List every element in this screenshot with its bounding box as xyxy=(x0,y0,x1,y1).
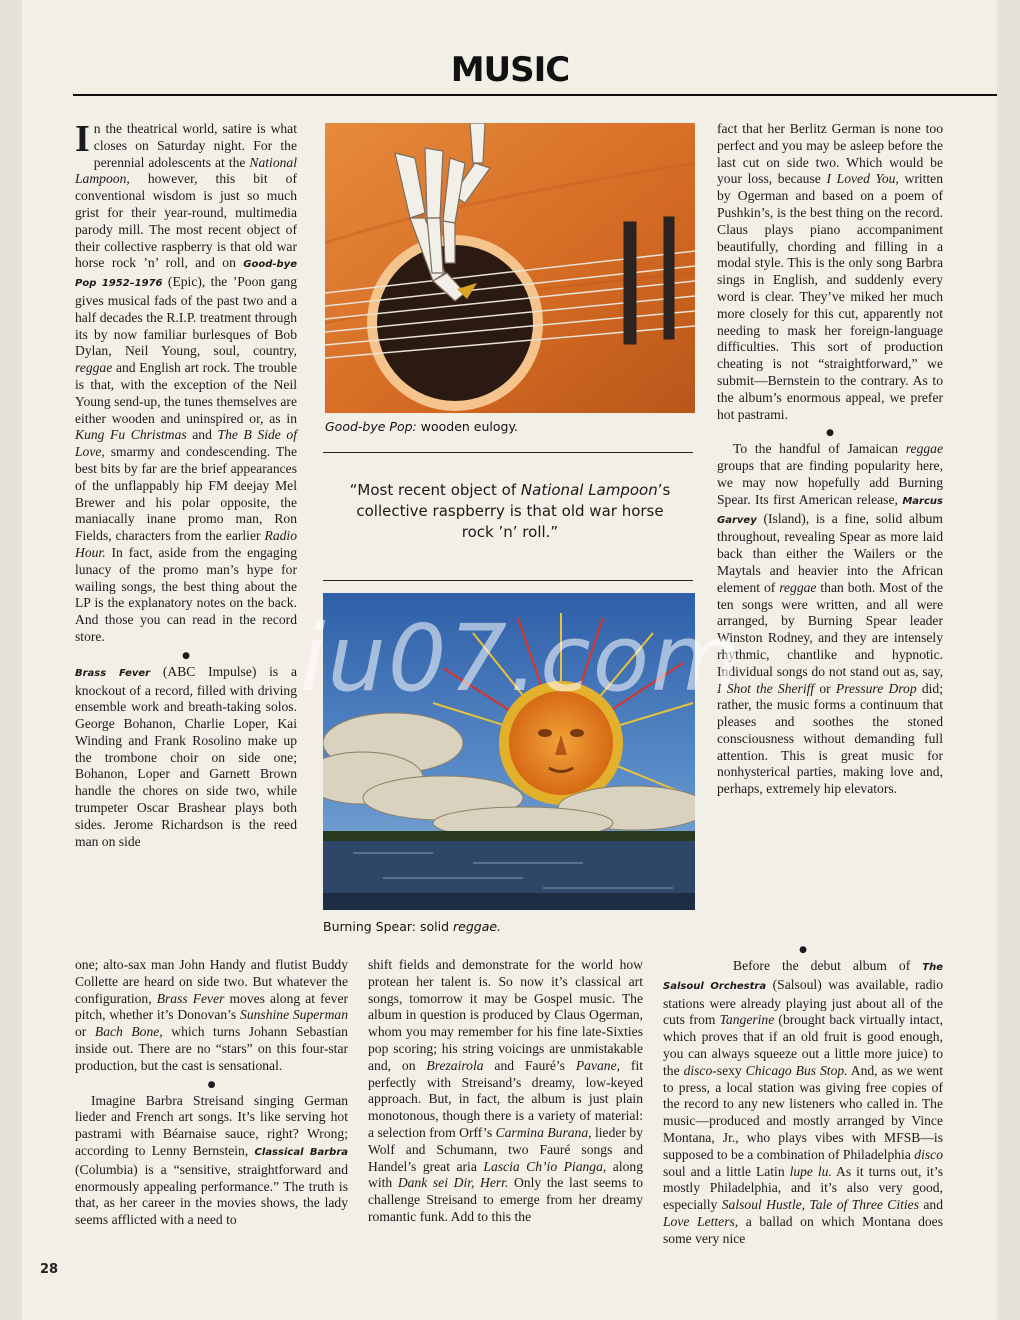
text: n the theatrical world, satire is what closes on Saturday night. For the perennial adolescents at the xyxy=(93,121,297,170)
text: Brass Fever xyxy=(156,990,225,1006)
text: soul and a little Latin xyxy=(663,1163,790,1179)
page-number: 28 xyxy=(40,1262,59,1277)
pullquote-rule-bottom xyxy=(323,580,693,581)
text: however, this bit of conventional wisdom is just so much grist for their year-round, multimedia parody mill. The most recent object of their collective raspberry is that old war horse rock ’n’ roll, and on xyxy=(75,171,297,271)
photo-caption-1 xyxy=(325,419,518,434)
text: reggae xyxy=(779,579,817,595)
text: “Most recent object of xyxy=(349,481,521,499)
text: Brezairola xyxy=(426,1057,484,1073)
column-1 xyxy=(75,118,297,850)
review-paragraph-3 xyxy=(75,1093,348,1229)
text: or xyxy=(814,680,836,696)
text: To the handful of Jamaican xyxy=(733,441,906,457)
text: Kung Fu Christmas xyxy=(75,427,187,443)
text: Chicago Bus Stop. xyxy=(745,1062,848,1078)
text: Only the last seems to challenge Streisand to emerge from her dreamy romantic funk. Add to this the xyxy=(368,1175,643,1224)
text: National Lampoon, xyxy=(75,154,297,187)
watermark: iu07.com xyxy=(300,605,743,712)
text: and xyxy=(918,1197,943,1213)
text: or xyxy=(75,1024,95,1040)
pullquote-rule-top xyxy=(323,452,693,453)
pull-quote xyxy=(340,480,680,543)
text: Salsoul Hustle, Tale of Three Cities xyxy=(721,1197,919,1213)
album-title: Marcus Garvey xyxy=(717,495,943,526)
text: (Island), is a fine, solid album throughout, revealing Spear as more laid back than either the Wailers or the Maytals and heavier into the African element of xyxy=(717,510,943,595)
text: (Columbia) is a “sensitive, straightforward and enormously appealing performance.” The truth is that, as her career in the movies shows, the lady seems afflicted with a need to xyxy=(75,1161,348,1228)
text: (Epic), the ’Poon gang gives musical fads of the past two and a half decades the R.I.P. treatment through its by now familiar burlesques of Bob Dylan, Neil Young, soul, country, xyxy=(75,274,297,359)
text: reggae xyxy=(905,441,943,457)
text: a ballad on which Montana does some very nice xyxy=(663,1213,943,1246)
review-paragraph-5 xyxy=(663,958,943,1248)
album-photo-good-bye-pop xyxy=(325,123,695,413)
album-title: Good-bye Pop 1952–1976 xyxy=(75,259,297,290)
text: moves along at fever pitch, whether it’s Donovan’s xyxy=(75,990,349,1023)
text: Pressure Drop xyxy=(835,680,917,696)
text: written by Ogerman and based on a poem of Pushkin’s, is the best thing on the record. Claus plays piano accompaniment beautifully, chording and filling in a modal style. This is the only song Barbra sings in English, and suddenly every word is clear. They’ve miked her much more closely for this cut, apparently not needing to mask her foreign-language difficulties. This sort of production cheating is not “straightforward,” we submit—Bernstein to the contrary. As to the album’s enormous appeal, we prefer hot pastrami. xyxy=(717,171,944,422)
column-3-bottom xyxy=(663,940,943,1248)
text: disco xyxy=(914,1146,943,1162)
text: and xyxy=(186,427,218,443)
text: groups that are finding popularity here, we may now hopefully add Burning Spear. Its first American release, xyxy=(717,458,943,507)
section-bullet: ● xyxy=(207,1079,216,1090)
review-paragraph-2-cont xyxy=(75,957,348,1075)
sun-over-sea-icon xyxy=(323,593,695,910)
review-paragraph-3-cont xyxy=(368,957,643,1226)
text: along with xyxy=(368,1158,644,1191)
caption-text: reggae. xyxy=(453,919,502,934)
text: did; rather, the music forms a continuum that pleases and soothes the stoned consciousness without demanding full attention. This is great music for nonhysterical parties, making love and, perhaps, extremely hip elevators. xyxy=(717,680,944,797)
text: In fact, aside from the engaging lunacy of the promo man’s hype for wailing songs, the best thing about the LP is the explanatory notes on the back. And those you can read in the record store. xyxy=(75,544,297,644)
text: one; alto-sax man John Handy and flutist Buddy Collette are heard on side two. But whatever the configuration, xyxy=(75,957,348,1006)
text: I Shot the Sheriff xyxy=(717,680,815,696)
text: ’s collective raspberry is that old war horse rock ’n’ roll.” xyxy=(356,481,671,541)
skeleton-hand-guitar-icon xyxy=(325,123,695,413)
photo-caption-2 xyxy=(323,919,501,934)
text: smarmy and condescending. The best bits by far are the brief appearances of the unflappably hip FM deejay Mel Brewer and his polar opposite, the maniacally inane promo man, Ron Fields, characters from the earlier xyxy=(75,444,297,544)
text: (ABC Impulse) is a knockout of a record, filled with driving ensemble work and breath-taking solos. George Bohanon, Charlie Loper, Kai Winding and Frank Rosolino make up the trombone choir on side one; Bohanon, Loper and Garnett Brown handle the chores on side two, while trumpeter Oscar Brashear plays both sides. Jerome Richardson is the reed man on side xyxy=(75,663,297,849)
section-title: MUSIC xyxy=(450,50,570,90)
text: Pavane, xyxy=(575,1057,621,1073)
text: Love Letters, xyxy=(663,1213,739,1229)
text: fact that her Berlitz German is none too perfect and you may be asleep before the last cut on side two. Which would be your loss, because xyxy=(717,121,943,187)
text: National Lampoon xyxy=(520,481,658,499)
text: shift fields and demonstrate for the world how protean her talent is. So now it’s classical art songs, tomorrow it may be Gospel music. The album in question is produced by Claus Ogerman, whom you may remember for his fine late-Sixties pop scoring; his string voicings are unmistakable and, on xyxy=(368,957,643,1073)
review-paragraph-1 xyxy=(75,118,297,646)
text: Dank sei Dir, Herr. xyxy=(397,1175,509,1191)
caption-title: Good-bye Pop: xyxy=(325,419,417,434)
text: lupe lu. xyxy=(789,1163,832,1179)
section-bullet: ● xyxy=(182,650,190,661)
album-title: The Salsoul Orchestra xyxy=(663,962,943,992)
text: -sexy xyxy=(712,1062,746,1078)
review-paragraph-3-end xyxy=(717,121,943,423)
review-paragraph-4 xyxy=(717,441,943,798)
text: Imagine Barbra Streisand singing German lieder and French art songs. It’s like serving hot pastrami with Béarnaise sauce, right? Wrong; according to Lenny Bernstein, xyxy=(75,1092,348,1158)
album-photo-burning-spear xyxy=(323,593,695,910)
text: As it turns out, it’s mostly Philadelphia, and it’s also very good, especially xyxy=(663,1163,943,1213)
column-2-bottom xyxy=(368,957,643,1226)
text: than both. Most of the ten songs were written, and all were arranged, by Burning Spear leader Winston Rodney, and they are intensely rhythmic, chantlike and hypnotic. Individual songs do not stand out as, say, xyxy=(717,579,943,679)
text: disco xyxy=(683,1062,713,1078)
text: Before the debut album of xyxy=(733,958,923,973)
caption-text: wooden eulogy. xyxy=(416,419,519,434)
text: reggae xyxy=(75,360,113,376)
column-3 xyxy=(717,121,943,798)
album-title: Classical Barbra xyxy=(254,1146,349,1158)
section-bullet: ● xyxy=(799,945,807,955)
text: which turns Johann Sebastian inside out. There are no “stars” on this four-star production, but the cast is sensational. xyxy=(75,1024,348,1073)
caption-text: solid xyxy=(416,919,453,934)
review-paragraph-2 xyxy=(75,664,297,851)
text: And, as we went to press, a local station was giving free copies of the record to any new listeners who called in. The music—produced and mostly arranged by Vince Montana, Jr., who plays vibes with MFSB—is supposed to be a combination of Philadelphia xyxy=(663,1062,943,1162)
drop-cap: I xyxy=(75,118,90,160)
album-title: Brass Fever xyxy=(75,667,151,679)
text: The B Side of Love, xyxy=(75,427,297,460)
text: I Loved You, xyxy=(826,171,899,187)
text: Carmina Burana, xyxy=(495,1124,592,1140)
header-rule xyxy=(73,94,997,96)
text: Sunshine Superman xyxy=(240,1007,349,1023)
text: lieder by Wolf and Schumann, two Fauré songs and Handel’s great aria xyxy=(368,1124,643,1174)
text: Bach Bone, xyxy=(94,1024,163,1040)
section-bullet: ● xyxy=(826,428,834,439)
caption-title: Burning Spear: xyxy=(323,919,416,934)
text: (Salsoul) was available, radio stations were already playing just about all of the cuts from xyxy=(663,976,943,1028)
text: Tangerine xyxy=(719,1012,775,1028)
text: (brought back virtually intact, which proves that if an old fruit is good enough, you can always squeeze out a little more juice) to the xyxy=(663,1012,943,1078)
text: Lascia Ch’io Pianga, xyxy=(483,1158,607,1174)
text: Radio Hour. xyxy=(75,528,297,560)
text: and Fauré’s xyxy=(483,1057,576,1073)
text: and English art rock. The trouble is that, with the exception of the Neil Young send-up, the tunes themselves are either wooden and uninspired or, as in xyxy=(75,360,297,426)
text: fit perfectly with Streisand’s dreamy, low-keyed approach. But, in fact, the album is just plain monotonous, though there is a variety of material: a selection from Orff’s xyxy=(368,1057,643,1140)
column-1-bottom xyxy=(75,957,348,1229)
